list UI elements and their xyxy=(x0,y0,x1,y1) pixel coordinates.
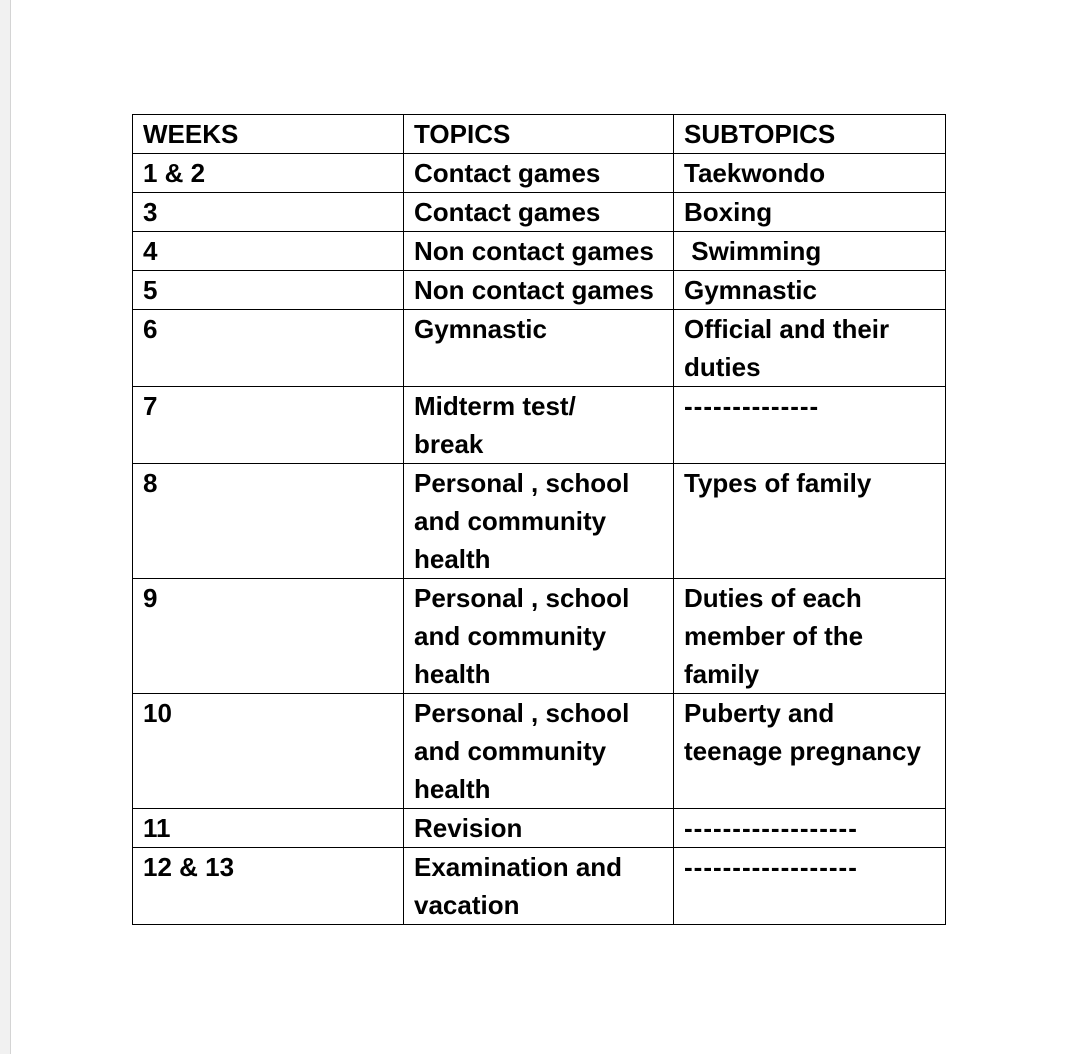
subtopic-cell: Puberty and teenage pregnancy xyxy=(674,694,946,809)
week-cell: 4 xyxy=(133,232,404,271)
subtopic-cell: ------------------ xyxy=(674,848,946,925)
week-cell: 3 xyxy=(133,193,404,232)
table-row xyxy=(133,848,946,925)
table-row xyxy=(133,310,946,387)
topic-cell: Non contact games xyxy=(404,271,674,310)
header-topics: TOPICS xyxy=(404,115,674,154)
table-row xyxy=(133,232,946,271)
table-row xyxy=(133,387,946,464)
topic-cell: Non contact games xyxy=(404,232,674,271)
table-row xyxy=(133,193,946,232)
subtopic-cell: Swimming xyxy=(674,232,946,271)
table-row xyxy=(133,271,946,310)
subtopic-cell: -------------- xyxy=(674,387,946,464)
week-cell: 11 xyxy=(133,809,404,848)
table-row xyxy=(133,579,946,694)
week-cell: 7 xyxy=(133,387,404,464)
topic-cell: Midterm test/ break xyxy=(404,387,674,464)
table-row xyxy=(133,154,946,193)
topic-cell: Personal , school and community health xyxy=(404,579,674,694)
topic-cell: Examination and vacation xyxy=(404,848,674,925)
subtopic-cell: Gymnastic xyxy=(674,271,946,310)
week-cell: 12 & 13 xyxy=(133,848,404,925)
table-row xyxy=(133,809,946,848)
table-header-row xyxy=(133,115,946,154)
topic-cell: Personal , school and community health xyxy=(404,464,674,579)
header-subtopics: SUBTOPICS xyxy=(674,115,946,154)
subtopic-cell: ------------------ xyxy=(674,809,946,848)
week-cell: 8 xyxy=(133,464,404,579)
scheme-of-work-table xyxy=(132,114,946,925)
week-cell: 9 xyxy=(133,579,404,694)
week-cell: 5 xyxy=(133,271,404,310)
topic-cell: Contact games xyxy=(404,154,674,193)
topic-cell: Contact games xyxy=(404,193,674,232)
topic-cell: Gymnastic xyxy=(404,310,674,387)
week-cell: 10 xyxy=(133,694,404,809)
subtopic-cell: Taekwondo xyxy=(674,154,946,193)
table-row xyxy=(133,694,946,809)
week-cell: 1 & 2 xyxy=(133,154,404,193)
document-page xyxy=(10,0,1080,1054)
table-row xyxy=(133,464,946,579)
topic-cell: Personal , school and community health xyxy=(404,694,674,809)
subtopic-cell: Duties of each member of the family xyxy=(674,579,946,694)
topic-cell: Revision xyxy=(404,809,674,848)
header-weeks: WEEKS xyxy=(133,115,404,154)
subtopic-cell: Boxing xyxy=(674,193,946,232)
subtopic-cell: Types of family xyxy=(674,464,946,579)
subtopic-cell: Official and their duties xyxy=(674,310,946,387)
week-cell: 6 xyxy=(133,310,404,387)
